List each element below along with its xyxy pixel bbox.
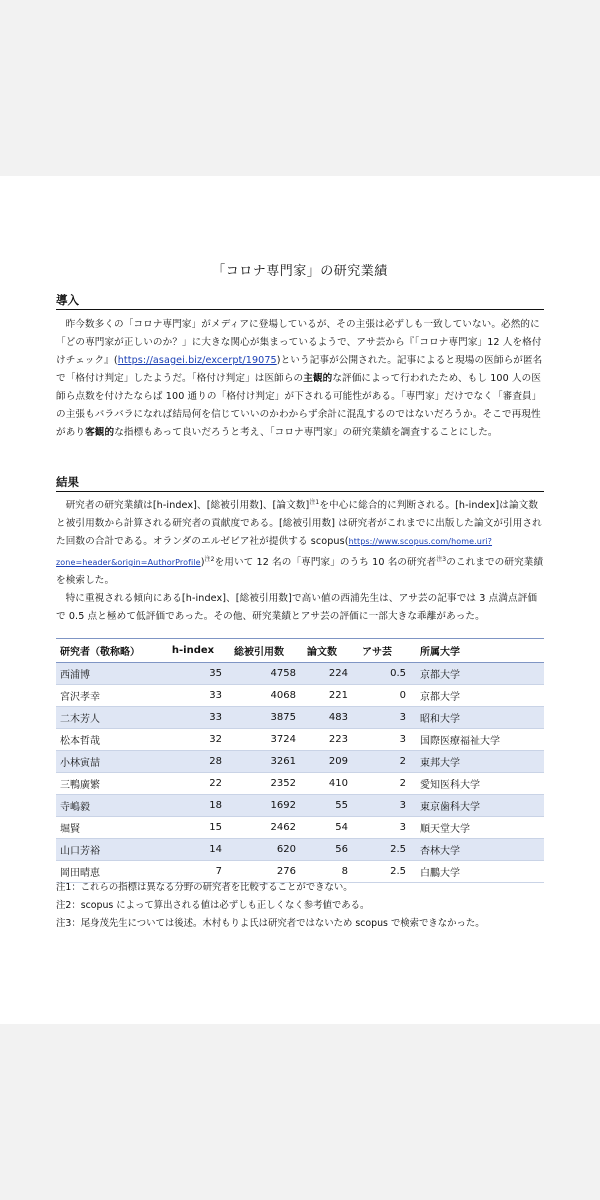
cell-citations: 2462	[270, 822, 296, 833]
asagei-link[interactable]: https://asagei.biz/excerpt/19075	[117, 355, 277, 366]
cell-papers: 55	[335, 800, 348, 811]
cell-asagei: 2	[399, 778, 406, 789]
cell-university: 東邦大学	[420, 758, 460, 769]
cell-asagei: 3	[399, 800, 406, 811]
intro-bold-subjective: 主観的	[303, 373, 333, 384]
cell-name: 堀賢	[60, 824, 80, 835]
table-row	[56, 795, 544, 817]
table-row	[56, 663, 544, 685]
cell-name: 岡田晴恵	[60, 868, 100, 879]
table-header-row	[56, 638, 544, 663]
cell-name: 宮沢孝幸	[60, 692, 100, 703]
cell-h-index: 22	[209, 778, 222, 789]
footnote-3: 注3：尾身茂先生については後述。木村もりよ氏は研究者ではないため scopus で検索できなかった。	[56, 918, 485, 929]
cell-university: 順天堂大学	[420, 824, 470, 835]
cell-h-index: 35	[209, 668, 222, 679]
cell-asagei: 0.5	[390, 668, 406, 679]
table-row	[56, 729, 544, 751]
cell-name: 西浦博	[60, 670, 90, 681]
cell-asagei: 0	[399, 690, 406, 701]
footnote-ref-2: 注2	[204, 556, 215, 563]
cell-papers: 209	[328, 756, 348, 767]
footnote-ref-1: 注1	[309, 499, 320, 506]
table-row	[56, 817, 544, 839]
cell-name: 三鴨廣繁	[60, 780, 100, 791]
cell-papers: 8	[341, 866, 348, 877]
cell-citations: 1692	[270, 800, 296, 811]
footnote-1: 注1：これらの指標は異なる分野の研究者を比較することができない。	[56, 882, 353, 893]
cell-name: 二木芳人	[60, 714, 100, 725]
table-row	[56, 707, 544, 729]
intro-paragraph	[56, 316, 544, 442]
cell-asagei: 3	[399, 822, 406, 833]
cell-asagei: 3	[399, 734, 406, 745]
cell-name: 山口芳裕	[60, 846, 100, 857]
footnote-2: 注2：scopus によって算出される値は必ずしも正しくなく参考値である。	[56, 900, 370, 911]
cell-asagei: 2	[399, 756, 406, 767]
header-university: 所属大学	[420, 647, 460, 658]
scopus-link[interactable]: https://www.scopus.com/home.uri?zone=header&origin=AuthorProfile	[56, 537, 493, 567]
cell-h-index: 15	[209, 822, 222, 833]
header-papers: 論文数	[307, 647, 337, 658]
results-paragraph-2: 特に重視される傾向にある[h-index]、[総被引用数]で高い値の西浦先生は、アサ芸の記事では 3 点満点評価で 0.5 点と極めて低評価であった。その他、研究業績とアサ芸の評価に一部大きな乖離があった。	[56, 593, 538, 622]
section-body-results	[56, 494, 544, 626]
header-h-index: h-index	[171, 645, 215, 656]
cell-asagei: 3	[399, 712, 406, 723]
page-title: 「コロナ専門家」の研究業績	[212, 264, 388, 279]
cell-university: 京都大学	[420, 692, 460, 703]
cell-university: 東京歯科大学	[420, 802, 480, 813]
cell-h-index: 14	[209, 844, 222, 855]
cell-papers: 54	[335, 822, 348, 833]
cell-university: 国際医療福祉大学	[420, 736, 500, 747]
document-page	[0, 176, 600, 1024]
cell-university: 愛知医科大学	[420, 780, 480, 791]
cell-university: 京都大学	[420, 670, 460, 681]
table-row	[56, 839, 544, 861]
cell-h-index: 18	[209, 800, 222, 811]
footnotes	[56, 879, 544, 933]
intro-text-1: 昨今数多くの「コロナ専門家」がメディアに登場しているが、その主張は必ずしも一致していない。必然的に「どの専門家が正しいのか？」に大きな関心が集まっているようで、アサ芸から『「コロナ専門家」12 人を格付けチェック』(	[56, 319, 542, 366]
results-paragraph-1	[56, 494, 544, 590]
cell-h-index: 33	[209, 690, 222, 701]
table-row	[56, 773, 544, 795]
cell-citations: 3261	[270, 756, 296, 767]
cell-papers: 221	[328, 690, 348, 701]
cell-h-index: 7	[215, 866, 222, 877]
cell-university: 白鵬大学	[420, 868, 460, 879]
section-heading-results: 結果	[56, 474, 544, 492]
section-heading-intro: 導入	[56, 292, 544, 310]
cell-citations: 276	[276, 866, 296, 877]
cell-name: 小林寅喆	[60, 758, 100, 769]
cell-citations: 3724	[270, 734, 296, 745]
intro-text-3: な評価によって行われたため、もし 100 人の医師ら点数を付けたならば 100 通りの「格付け判定」が下される可能性がある。「専門家」だけでなく「審査員」の主張もバラバラになれば結局何を信じていいのかわからず余計に混乱するのではないだろうか。そこで再現性があり	[56, 373, 542, 438]
table-row	[56, 685, 544, 707]
cell-papers: 483	[328, 712, 348, 723]
cell-citations: 2352	[270, 778, 296, 789]
cell-citations: 4068	[270, 690, 296, 701]
header-asagei: アサ芸	[362, 647, 392, 658]
cell-name: 松本哲哉	[60, 736, 100, 747]
cell-papers: 56	[335, 844, 348, 855]
table-row	[56, 751, 544, 773]
cell-citations: 620	[276, 844, 296, 855]
cell-citations: 4758	[270, 668, 296, 679]
results-text-2: を中心に総合的に判断される。[h-index]は論文数と被引用数から計算される研究者の貢献度である。[総被引用数] は研究者がこれまでに出版した論文が引用された回数の合計である。オランダのエルゼビア社が提供する scopus(	[56, 500, 542, 547]
cell-papers: 224	[328, 668, 348, 679]
cell-asagei: 2.5	[390, 866, 406, 877]
intro-text-2: )という記事が公開された。記事によると現場の医師らが匿名で「格付け判定」したようだ。「格付け判定」は医師らの	[56, 355, 543, 384]
cell-citations: 3875	[270, 712, 296, 723]
section-body-intro	[56, 316, 544, 442]
research-table	[56, 638, 544, 883]
cell-university: 杏林大学	[420, 846, 460, 857]
results-text-5: のこれまでの研究業績を検索した。	[56, 557, 544, 586]
header-citations: 総被引用数	[234, 647, 284, 658]
results-text-1: 研究者の研究業績は[h-index]、[総被引用数]、[論文数]	[65, 500, 310, 511]
header-researcher: 研究者（敬称略）	[60, 647, 140, 658]
cell-name: 寺嶋毅	[60, 802, 90, 813]
cell-h-index: 32	[209, 734, 222, 745]
intro-bold-objective: 客観的	[85, 427, 115, 438]
cell-university: 昭和大学	[420, 714, 460, 725]
results-text-3: )	[200, 557, 205, 568]
cell-h-index: 28	[209, 756, 222, 767]
footnote-ref-3: 注3	[436, 556, 447, 563]
cell-papers: 410	[328, 778, 348, 789]
cell-papers: 223	[328, 734, 348, 745]
cell-asagei: 2.5	[390, 844, 406, 855]
intro-text-4: な指標もあって良いだろうと考え、「コロナ専門家」の研究業績を調査することにした。	[114, 427, 498, 438]
results-text-4: を用いて 12 名の「専門家」のうち 10 名の研究者	[214, 557, 437, 568]
cell-h-index: 33	[209, 712, 222, 723]
